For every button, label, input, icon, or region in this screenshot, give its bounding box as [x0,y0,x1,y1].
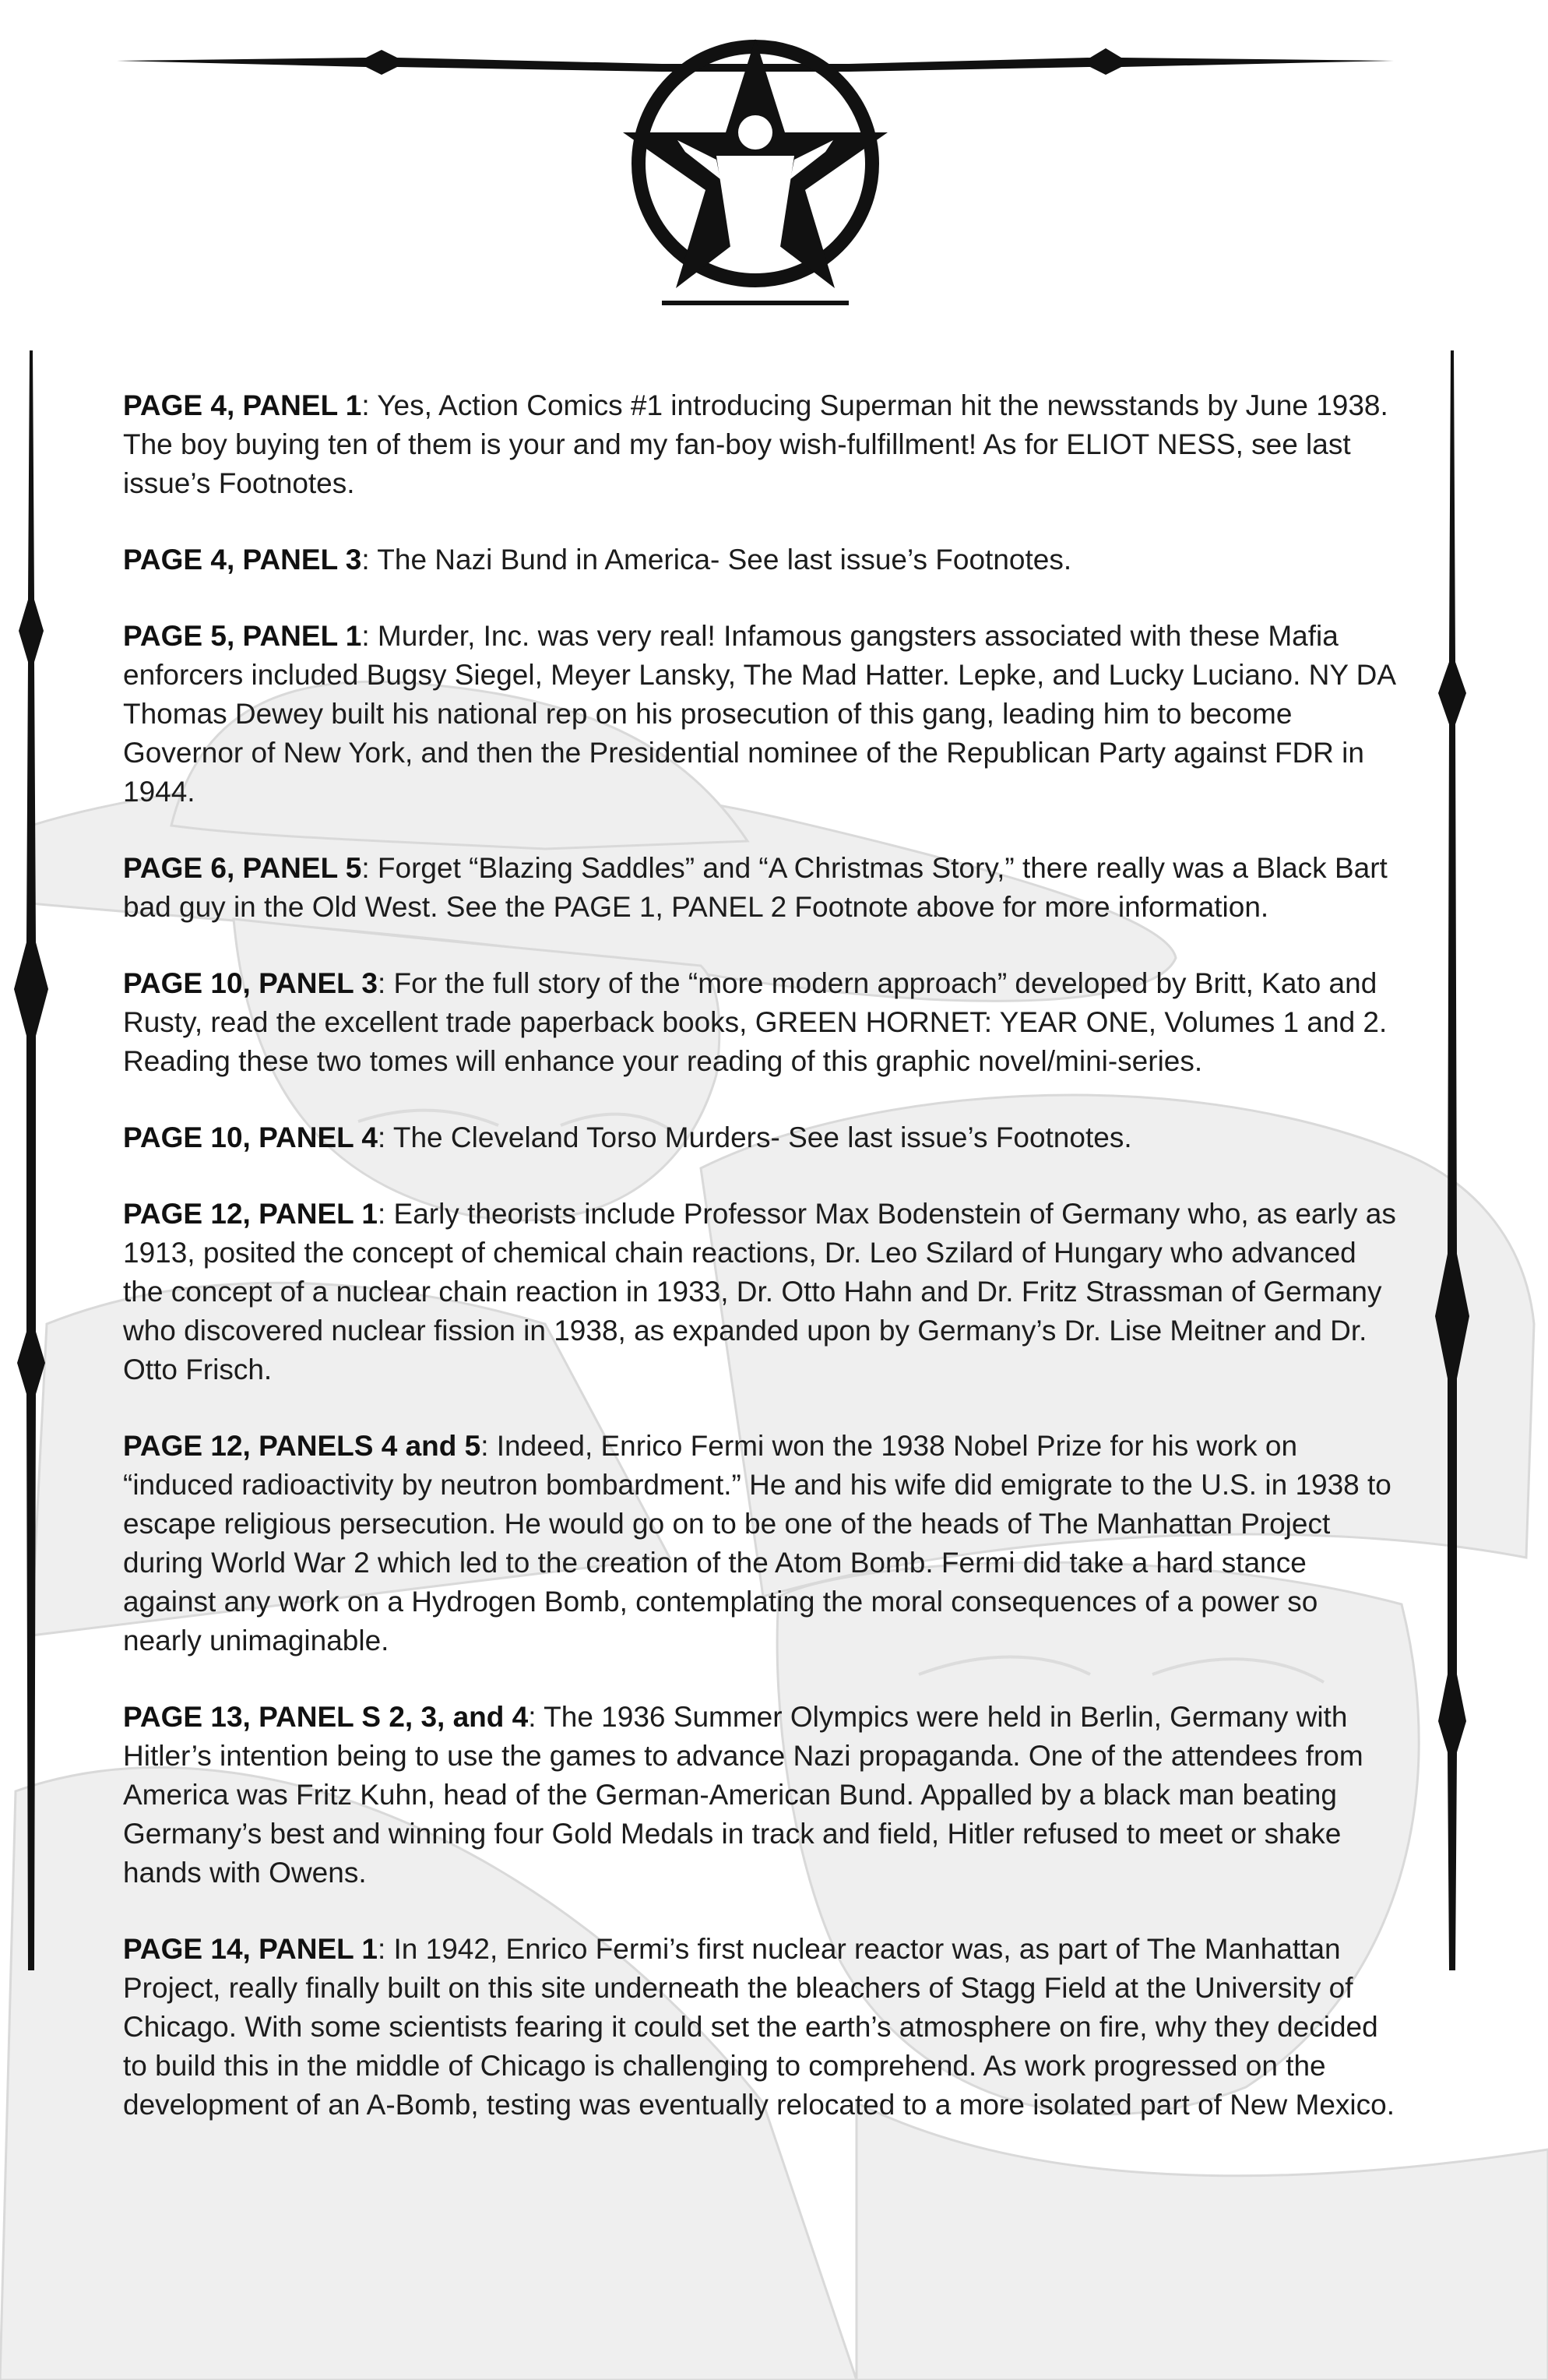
footnote-reference: PAGE 12, PANELS 4 and 5 [123,1430,481,1462]
footnote-text: : Murder, Inc. was very real! Infamous gangsters associated with these Mafia enforcers included Bugsy Siegel, Meyer Lansky, The Mad Hatter. Lepke, and Lucky Luciano. NY DA Thomas Dewey built his national rep on his prosecution of this gang, leading him to become Governor of New York, and then the Presidential nominee of the Republican Party against FDR in 1944. [123,620,1395,808]
footnote-item [123,1930,1400,2125]
footnote-reference: PAGE 10, PANEL 3 [123,967,378,999]
right-border-ornament [1429,350,1476,1970]
footnote-item [123,1195,1400,1389]
footnote-text: : The Nazi Bund in America- See last issue’s Footnotes. [361,544,1072,576]
footnotes-list [123,386,1400,2162]
footnote-reference: PAGE 4, PANEL 1 [123,389,362,421]
footnote-item [123,1118,1400,1157]
footnote-reference: PAGE 10, PANEL 4 [123,1121,378,1153]
footnote-item [123,1698,1400,1892]
footnote-text: : For the full story of the “more modern approach” developed by Britt, Kato and Rusty, read the excellent trade paperback books, GREEN HORNET: YEAR ONE, Volumes 1 and 2. Reading these two tomes will enhance your reading of this graphic novel/mini-series. [123,967,1388,1077]
footnote-text: : Early theorists include Professor Max Bodenstein of Germany who, as early as 1913, posited the concept of chemical chain reactions, Dr. Leo Szilard of Hungary who advanced the concept of a nuclear chain reaction in 1933, Dr. Otto Hahn and Dr. Fritz Strassman of Germany who discovered nuclear fission in 1938, as expanded upon by Germany’s Dr. Lise Meitner and Dr. Otto Frisch. [123,1198,1396,1385]
footnote-item [123,617,1400,812]
footnote-item [123,386,1400,503]
footnote-reference: PAGE 4, PANEL 3 [123,544,362,576]
footnote-reference: PAGE 13, PANEL S 2, 3, and 4 [123,1701,529,1733]
left-border-ornament [8,350,55,1970]
footnote-text: : The Cleveland Torso Murders- See last issue’s Footnotes. [377,1121,1132,1153]
footnote-item [123,849,1400,927]
footnote-text: : Yes, Action Comics #1 introducing Superman hit the newsstands by June 1938. The boy buying ten of them is your and my fan-boy wish-fulfillment! As for ELIOT NESS, see last issue’s Footnotes. [123,389,1388,499]
footnote-text: : Forget “Blazing Saddles” and “A Christmas Story,” there really was a Black Bart bad guy in the Old West. See the PAGE 1, PANEL 2 Footnote above for more information. [123,852,1388,923]
footnote-text: : In 1942, Enrico Fermi’s first nuclear reactor was, as part of The Manhattan Project, really finally built on this site underneath the bleachers of Stagg Field at the University of Chicago. With some scientists fearing it could set the earth’s atmosphere on fire, why they decided to build this in the middle of Chicago is challenging to comprehend. As work progressed on the development of an A-Bomb, testing was eventually relocated to a more isolated part of New Mexico. [123,1933,1395,2121]
footnote-text: : Indeed, Enrico Fermi won the 1938 Nobel Prize for his work on “induced radioactivity by neutron bombardment.” He and his wife did emigrate to the U.S. in 1938 to escape religious persecution. He would go on to be one of the heads of The Manhattan Project during World War 2 which led to the creation of the Atom Bomb. Fermi did take a hard stance against any work on a Hydrogen Bomb, contemplating the moral consequences of a power so nearly unimaginable. [123,1430,1391,1656]
footnote-item [123,964,1400,1081]
footnote-text: : The 1936 Summer Olympics were held in Berlin, Germany with Hitler’s intention being to use the games to advance Nazi propaganda. One of the attendees from America was Fritz Kuhn, head of the German-American Bund. Appalled by a black man beating Germany’s best and winning four Gold Medals in track and field, Hitler refused to meet or shake hands with Owens. [123,1701,1363,1889]
footnote-reference: PAGE 12, PANEL 1 [123,1198,378,1230]
footnote-reference: PAGE 6, PANEL 5 [123,852,362,884]
footnote-item [123,1427,1400,1660]
footnote-item [123,540,1400,579]
footnote-reference: PAGE 14, PANEL 1 [123,1933,378,1965]
star-emblem-logo [117,23,1394,335]
footnote-reference: PAGE 5, PANEL 1 [123,620,362,652]
